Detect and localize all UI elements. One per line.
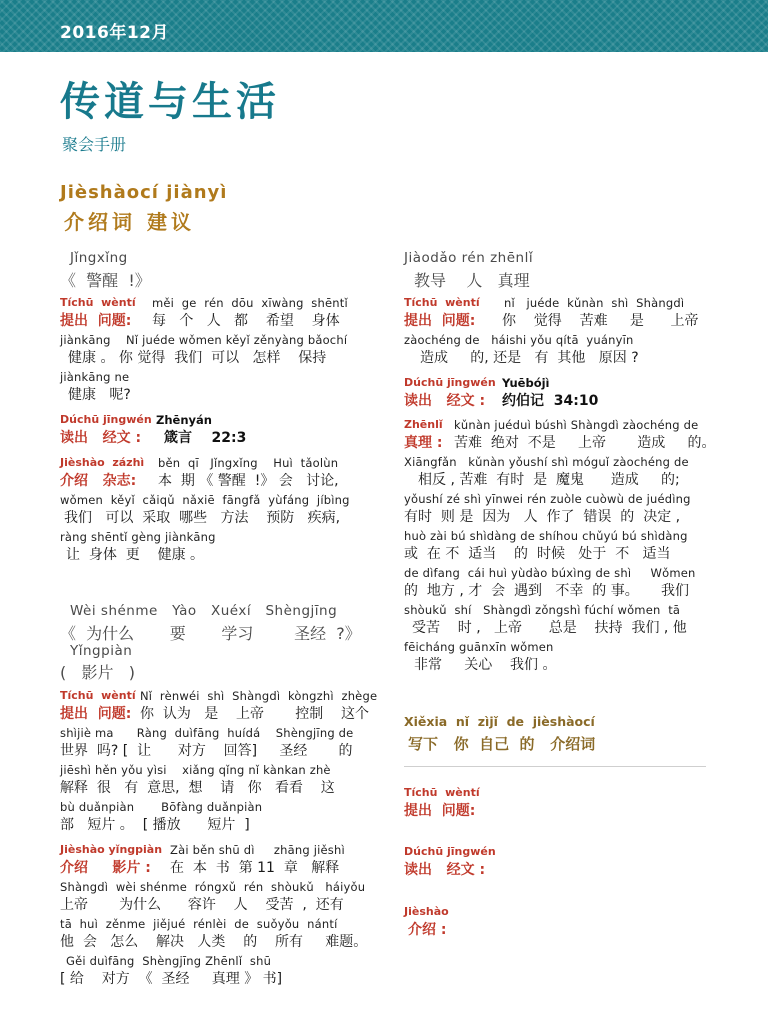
question-line-pinyin: měi ge rén dōu xīwàng shēntǐ [152,296,348,310]
body-line: 他 会 怎么 解决 人类 的 所有 难题。 [60,934,368,950]
scripture-ref: 约伯记 34:10 [502,393,599,409]
scripture-ref-pinyin: Yuēbójì [502,376,550,390]
section-title-pinyin: Wèi shénme Yào Xuéxí Shèngjīng [70,603,338,619]
question-line-pinyin: Nǐ rènwéi shì Shàngdì kòngzhì zhège [140,689,378,703]
label-ask-question: 提出 问题: [404,803,476,819]
body-line-pinyin: wǒmen kěyǐ cǎiqǔ nǎxiē fāngfǎ yùfáng jíbìng [60,493,350,507]
section-title-pinyin: Jiàodǎo rén zhēnlǐ [404,250,534,266]
label-read-scripture: 读出 经文 : [404,393,486,409]
body-line-pinyin: yǒushí zé shì yīnwei rén zuòle cuòwù de juédìng [404,492,691,506]
body-line: 受苦 时 , 上帝 总是 扶持 我们 , 他 [412,620,687,636]
question-line: 健康 。 你 觉得 我们 可以 怎样 保持 [68,350,327,366]
body-line-pinyin: Shàngdì wèi shénme róngxǔ rén shòukǔ háiyǒu [60,880,366,894]
question-line-pinyin: nǐ juéde kǔnàn shì Shàngdì [504,296,685,310]
scripture-ref: 箴言 22:3 [164,430,247,446]
label-introduce-video: 介绍 影片 : [60,860,151,876]
section-title: 《 为什么 要 学习 圣经 ?》 [60,624,361,643]
label-ask-question-pinyin: Tíchū wèntí [60,296,136,309]
label-ask-question-pinyin: Tíchū wèntí [60,689,136,702]
section-title: 教导 人 真理 [414,271,530,290]
body-line-pinyin: tā huì zěnme jiějué rénlèi de suǒyǒu nántí [60,917,338,931]
body-line-pinyin: Xiāngfǎn kǔnàn yǒushí shì móguǐ zàochéng de [404,455,689,469]
intro-heading-pinyin: Jièshàocí jiànyì [60,182,228,203]
body-line-pinyin: de dìfang cái huì yùdào búxìng de shì Wǒmen [404,566,696,580]
label-ask-question: 提出 问题: [404,313,476,329]
label-read-scripture: 读出 经文 : [404,862,486,878]
body-line-pinyin: huò zài bú shìdàng de shíhou chǔyú bú shìdàng [404,529,688,543]
question-line: 每 个 人 都 希望 身体 [152,313,340,329]
question-line: 你 觉得 苦难 是 上帝 [502,313,699,329]
label-ask-question: 提出 问题: [60,313,132,329]
body-line: 我们 可以 采取 哪些 方法 预防 疾病, [64,510,341,526]
question-line-pinyin: shìjiè ma Ràng duìfāng huídá Shèngjīng de [60,726,354,740]
scripture-ref-pinyin: Zhēnyán [156,413,212,427]
question-line-pinyin: zàochéng de háishi yǒu qítā yuányīn [404,333,634,347]
body-line: 本 期 《 警醒 !》 会 讨论, [158,473,339,489]
question-line: 造成 的, 还是 有 其他 原因 ? [420,350,639,366]
label-introduce-pinyin: Jièshào [404,905,449,918]
section-title: 写下 你 自己 的 介绍词 [408,735,596,753]
question-line: 解释 很 有 意思, 想 请 你 看看 这 [60,780,335,796]
label-introduce: 介绍 : [408,922,447,938]
section-title-pinyin: Jǐngxǐng [70,250,128,266]
body-line: 的 地方 , 才 会 遇到 不幸 的 事。 我们 [404,583,690,599]
header-band [0,0,768,52]
intro-heading: 介绍词 建议 [64,210,195,234]
label-offer-magazine: 介绍 杂志: [60,473,137,489]
body-line-pinyin: Gěi duìfāng Shèngjīng Zhēnlǐ shū [66,954,272,968]
page-title: 传道与生活 [60,79,280,125]
body-line: 在 本 书 第 11 章 解释 [170,860,340,876]
body-line: 非常 关心 我们 。 [414,657,557,673]
body-line: [ 给 对方 《 圣经 真理 》 书] [60,971,283,987]
question-line: 健康 呢? [68,387,131,403]
question-line-pinyin: jiēshì hěn yǒu yìsi xiǎng qǐng nǐ kànkan zhè [60,763,331,777]
label-read-scripture: 读出 经文 : [60,430,142,446]
label-read-scripture-pinyin: Dúchū jīngwén [404,376,496,389]
question-line-pinyin: jiànkāng ne [60,370,130,384]
body-line-pinyin: fēicháng guānxīn wǒmen [404,640,554,654]
section-subtitle: ( 影片 ) [60,663,136,682]
section-title: 《 警醒 !》 [60,271,151,290]
question-line-pinyin: bù duǎnpiàn Bōfàng duǎnpiàn [60,800,263,814]
body-line-pinyin: běn qī Jǐngxǐng Huì tǎolùn [158,456,339,470]
body-line-pinyin: kǔnàn juéduì búshì Shàngdì zàochéng de [454,418,699,432]
label-read-scripture-pinyin: Dúchū jīngwén [60,413,152,426]
body-line: 上帝 为什么 容许 人 受苦 , 还有 [60,897,344,913]
question-line: 世界 吗? [ 让 对方 回答] 圣经 的 [60,743,353,759]
section-subtitle-pinyin: Yǐngpiàn [70,643,133,659]
label-introduce-video-pinyin: Jièshào yǐngpiàn [60,843,163,856]
body-line: 相反 , 苦难 有时 是 魔鬼 造成 的; [418,472,680,488]
header-date: 2016年12月 [60,23,169,43]
label-ask-question-pinyin: Tíchū wèntí [404,296,480,309]
label-read-scripture-pinyin: Dúchū jīngwén [404,845,496,858]
label-offer-magazine-pinyin: Jièshào zázhì [60,456,145,469]
page-subtitle: 聚会手册 [62,135,127,154]
question-line-pinyin: jiànkāng Nǐ juéde wǒmen kěyǐ zěnyàng bǎochí [60,333,348,347]
body-line-pinyin: ràng shēntǐ gèng jiànkāng [60,530,216,544]
body-line-pinyin: shòukǔ shí Shàngdì zǒngshì fúchí wǒmen tā [404,603,681,617]
label-ask-question-pinyin: Tíchū wèntí [404,786,480,799]
divider [404,766,706,767]
body-line: 或 在 不 适当 的 时候 处于 不 适当 [404,546,671,562]
label-truth: 真理 : [404,435,443,451]
body-line-pinyin: Zài běn shū dì zhāng jiěshì [170,843,345,857]
question-line: 你 认为 是 上帝 控制 这个 [140,706,370,722]
label-ask-question: 提出 问题: [60,706,132,722]
body-line: 苦难 绝对 不是 上帝 造成 的。 [454,435,716,451]
label-truth-pinyin: Zhēnlǐ [404,418,443,431]
section-title-pinyin: Xiěxia nǐ zìjǐ de jièshàocí [404,714,595,729]
body-line: 有时 则 是 因为 人 作了 错误 的 决定 , [404,509,681,525]
question-line: 部 短片 。 [ 播放 短片 ] [60,817,250,833]
body-line: 让 身体 更 健康 。 [66,547,205,563]
